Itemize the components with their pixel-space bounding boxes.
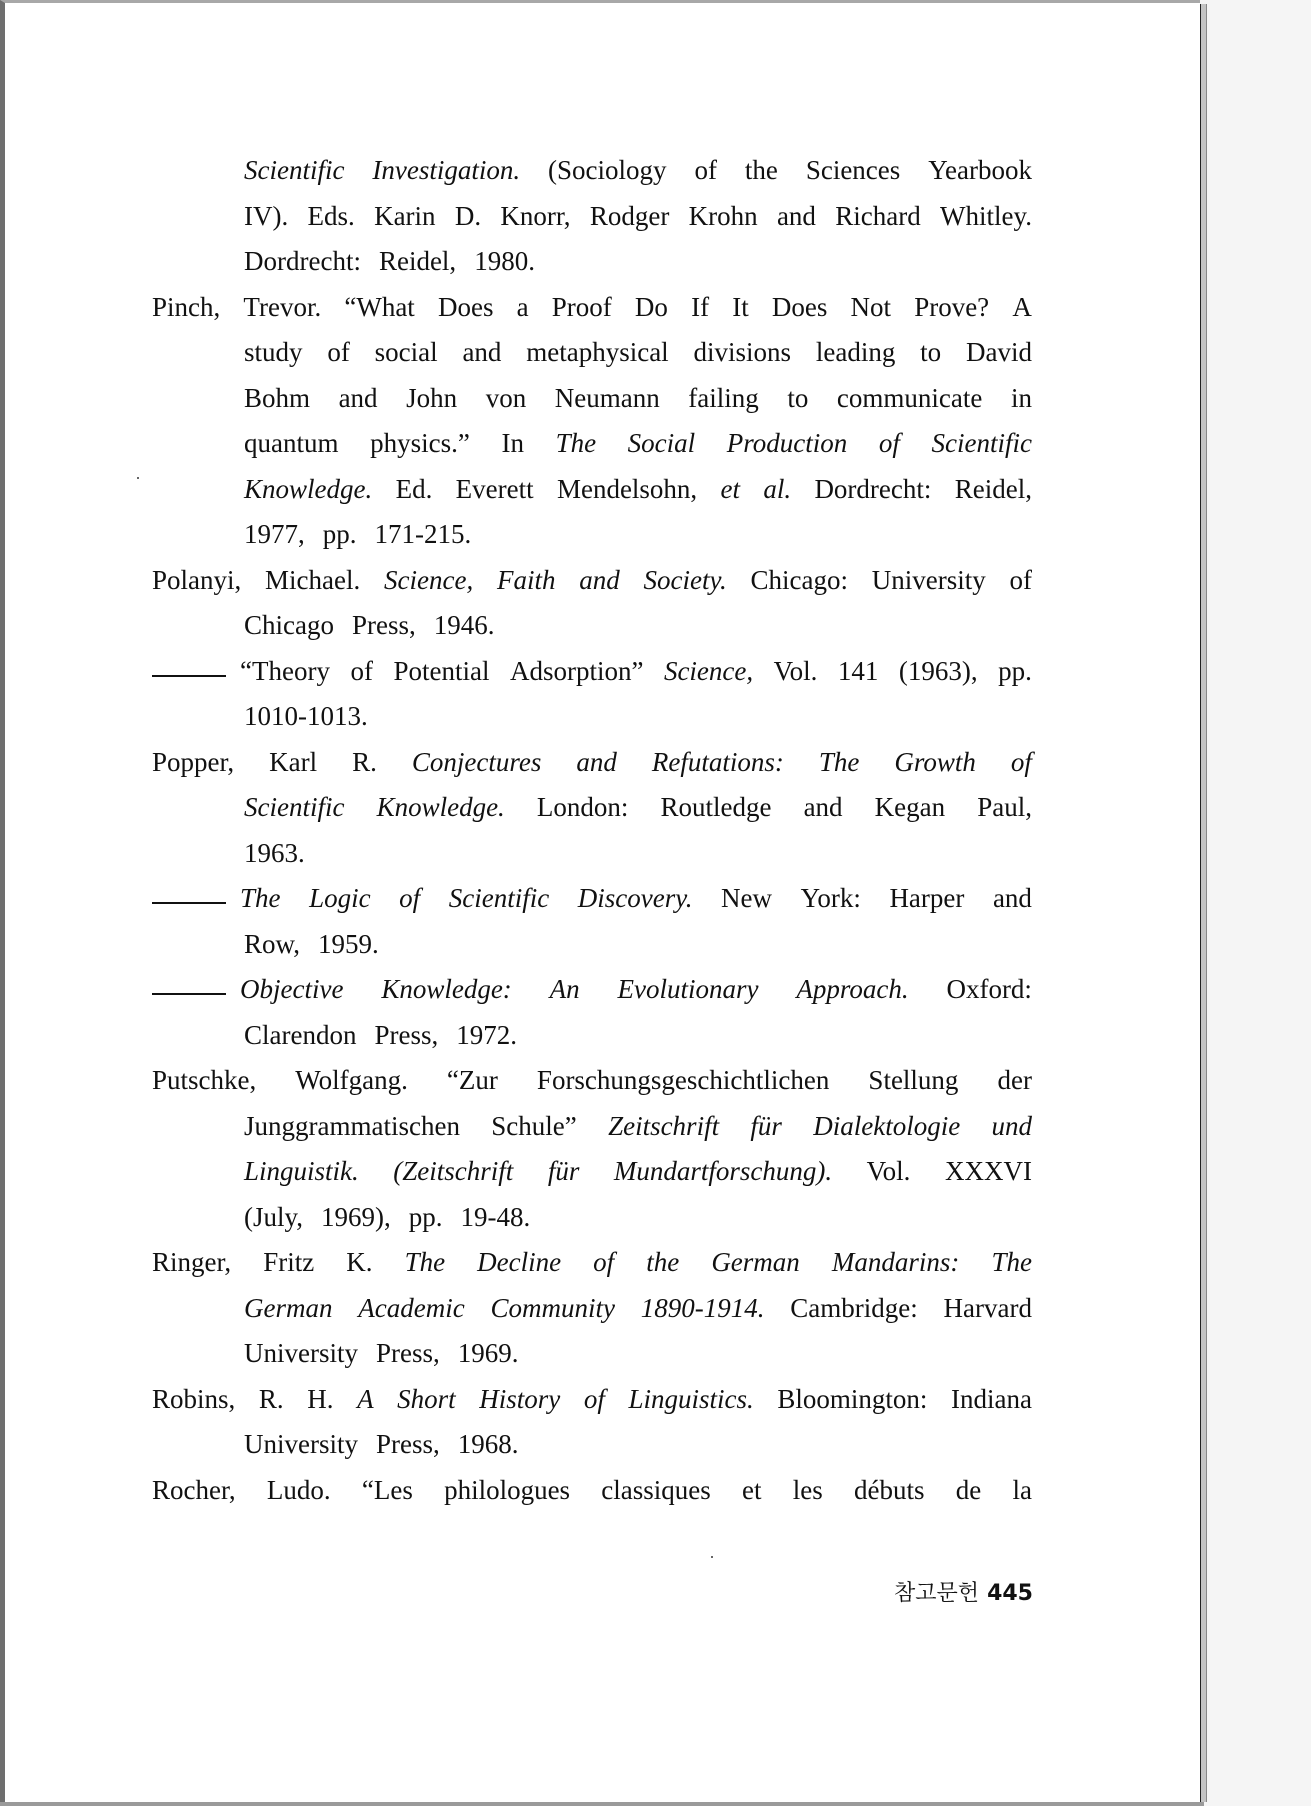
word: Fritz bbox=[263, 1247, 315, 1277]
word: quantum bbox=[244, 428, 339, 458]
word: of bbox=[1009, 564, 1032, 595]
word: 1946. bbox=[433, 610, 495, 640]
word: of bbox=[1010, 746, 1032, 777]
word: Reidel, bbox=[378, 246, 457, 276]
word: Approach. bbox=[796, 974, 909, 1004]
word: Bohm bbox=[244, 382, 311, 413]
word: “Zur bbox=[446, 1065, 498, 1095]
bibliography-line bbox=[152, 1331, 1032, 1377]
word: Putschke, bbox=[152, 1065, 257, 1095]
word: Science, bbox=[663, 655, 754, 686]
word: University bbox=[871, 564, 986, 595]
word: and bbox=[576, 746, 617, 777]
word: Linguistik. bbox=[244, 1156, 359, 1186]
word: to bbox=[920, 337, 942, 367]
word: Dialektologie bbox=[813, 1110, 961, 1141]
word: communicate bbox=[836, 382, 983, 413]
bibliography-line bbox=[152, 239, 1032, 285]
word: York: bbox=[800, 883, 861, 913]
word: Proof bbox=[551, 291, 612, 322]
bibliography-line bbox=[152, 922, 1032, 968]
bibliography-line bbox=[152, 194, 1032, 240]
word: Scientific bbox=[931, 428, 1032, 458]
word: of bbox=[878, 428, 900, 458]
bibliography-line bbox=[152, 649, 1032, 695]
word: in bbox=[1010, 382, 1032, 413]
word: leading bbox=[815, 337, 896, 367]
word: 1890-1914. bbox=[640, 1292, 765, 1323]
word: Prove? bbox=[914, 291, 990, 322]
word: H. bbox=[307, 1383, 334, 1414]
word: to bbox=[787, 382, 809, 413]
word: 171-215. bbox=[374, 519, 472, 549]
word: Rocher, bbox=[152, 1474, 236, 1505]
word: metaphysical bbox=[526, 337, 669, 367]
word: 1010-1013. bbox=[244, 701, 368, 731]
word: and bbox=[579, 564, 620, 595]
word: of bbox=[583, 1383, 605, 1414]
word: 141 bbox=[837, 655, 879, 686]
word: It bbox=[732, 291, 749, 322]
word: Eds. bbox=[307, 200, 355, 231]
bibliography-text bbox=[152, 148, 1032, 1513]
word: Production bbox=[726, 428, 848, 458]
word: (Zeitschrift bbox=[393, 1156, 514, 1186]
word: Objective bbox=[240, 974, 344, 1004]
word: Knorr, bbox=[500, 200, 571, 231]
word: Investigation. bbox=[372, 155, 521, 185]
page-number: 445 bbox=[987, 1581, 1033, 1606]
word: Schule” bbox=[491, 1110, 577, 1141]
word: (Sociology bbox=[548, 155, 667, 185]
word: Stellung bbox=[868, 1065, 959, 1095]
word: pp. bbox=[322, 519, 357, 549]
word: 19-48. bbox=[460, 1201, 531, 1232]
scan-speck bbox=[137, 477, 139, 479]
word: Mendelsohn, bbox=[556, 473, 698, 504]
word: physics.” bbox=[370, 428, 470, 458]
word: Row, bbox=[244, 928, 301, 959]
word: Karin bbox=[374, 200, 436, 231]
word: Krohn bbox=[688, 200, 758, 231]
word: Not bbox=[850, 291, 892, 322]
word: Growth bbox=[894, 746, 976, 777]
bibliography-line bbox=[152, 1286, 1032, 1332]
repeat-author-rule bbox=[152, 967, 226, 995]
bibliography-line bbox=[152, 467, 1032, 513]
word: Michael. bbox=[265, 564, 361, 595]
word: a bbox=[516, 291, 529, 322]
word: D. bbox=[454, 200, 482, 231]
word: and bbox=[462, 337, 502, 367]
word: Press, bbox=[376, 1429, 440, 1459]
word: of bbox=[593, 1247, 615, 1277]
word: The bbox=[818, 746, 860, 777]
word: Faith bbox=[496, 564, 556, 595]
word: Scientific bbox=[244, 155, 345, 185]
page-footer bbox=[893, 1576, 1033, 1607]
word: al. bbox=[763, 473, 792, 504]
word: Press, bbox=[351, 610, 416, 640]
word: “What bbox=[344, 291, 415, 322]
bibliography-line bbox=[152, 421, 1032, 467]
word: David bbox=[965, 337, 1032, 367]
bibliography-line bbox=[152, 1013, 1032, 1059]
word: Community bbox=[490, 1292, 615, 1323]
page-edge-shadow bbox=[1200, 4, 1207, 1802]
word: Karl bbox=[269, 746, 318, 777]
word: A bbox=[1012, 291, 1032, 322]
word: von bbox=[485, 382, 527, 413]
word: Harvard bbox=[943, 1292, 1032, 1323]
word: K. bbox=[346, 1247, 373, 1277]
page-bottom-edge bbox=[0, 1802, 1204, 1806]
word: und bbox=[991, 1110, 1032, 1141]
bibliography-line bbox=[152, 558, 1032, 604]
bibliography-line bbox=[152, 967, 1032, 1013]
word: der bbox=[997, 1065, 1032, 1095]
word: Discovery. bbox=[577, 883, 693, 913]
word: Everett bbox=[455, 473, 534, 504]
word: les bbox=[792, 1474, 823, 1505]
word: Robins, bbox=[152, 1383, 236, 1414]
word: New bbox=[721, 883, 773, 913]
word: Academic bbox=[358, 1292, 465, 1323]
word: Science, bbox=[384, 564, 474, 595]
word: 1959. bbox=[318, 928, 379, 959]
bibliography-line bbox=[152, 1240, 1032, 1286]
word: study bbox=[244, 337, 303, 367]
bibliography-line bbox=[152, 285, 1032, 331]
word: Ludo. bbox=[266, 1474, 331, 1505]
running-footer-title: 참고문헌 bbox=[894, 1581, 980, 1606]
word: Linguistics. bbox=[628, 1383, 754, 1414]
word: XXXVI bbox=[944, 1156, 1032, 1186]
word: Potential bbox=[393, 655, 490, 686]
word: Pinch, bbox=[152, 291, 221, 322]
word: Mundartforschung). bbox=[613, 1156, 833, 1186]
word: “Les bbox=[361, 1474, 413, 1505]
word: 1980. bbox=[474, 246, 535, 276]
word: 1963. bbox=[244, 837, 305, 868]
word: Harper bbox=[889, 883, 965, 913]
word: of bbox=[399, 883, 421, 913]
word: Rodger bbox=[589, 200, 670, 231]
word: Zeitschrift bbox=[608, 1110, 720, 1141]
word: The bbox=[555, 428, 597, 458]
word: Yearbook bbox=[928, 155, 1032, 185]
word: Reidel, bbox=[954, 473, 1032, 504]
word: Oxford: bbox=[946, 974, 1032, 1004]
word: Press, bbox=[374, 1019, 439, 1050]
word: Ed. bbox=[395, 473, 433, 504]
word: History bbox=[479, 1383, 561, 1414]
word: de bbox=[955, 1474, 982, 1505]
word: Conjectures bbox=[411, 746, 542, 777]
word: Richard bbox=[835, 200, 921, 231]
word: pp. bbox=[408, 1201, 443, 1232]
bibliography-line bbox=[152, 831, 1032, 877]
bibliography-line bbox=[152, 512, 1032, 558]
word: social bbox=[374, 337, 438, 367]
bibliography-line bbox=[152, 1468, 1032, 1514]
word: 1977, bbox=[244, 519, 305, 549]
word: Press, bbox=[376, 1338, 440, 1368]
word: Junggrammatischen bbox=[244, 1110, 460, 1141]
word: Decline bbox=[477, 1247, 562, 1277]
word: and bbox=[992, 883, 1032, 913]
bibliography-line bbox=[152, 1104, 1032, 1150]
word: Scientific bbox=[244, 792, 345, 822]
bibliography-line bbox=[152, 330, 1032, 376]
word: German bbox=[244, 1292, 333, 1323]
word: Paul, bbox=[977, 792, 1032, 822]
word: débuts bbox=[853, 1474, 925, 1505]
word: and bbox=[338, 382, 378, 413]
word: and bbox=[803, 792, 843, 822]
word: Knowledge: bbox=[381, 974, 512, 1004]
bibliography-line bbox=[152, 1377, 1032, 1423]
bibliography-line bbox=[152, 876, 1032, 922]
word: If bbox=[691, 291, 710, 322]
word: London: bbox=[536, 792, 629, 822]
word: Indiana bbox=[950, 1383, 1032, 1414]
word: the bbox=[646, 1247, 680, 1277]
bibliography-line bbox=[152, 1422, 1032, 1468]
word: Neumann bbox=[554, 382, 660, 413]
word: German bbox=[711, 1247, 800, 1277]
word: of bbox=[350, 655, 373, 686]
word: Vol. bbox=[773, 655, 818, 686]
word: Does bbox=[771, 291, 828, 322]
word: la bbox=[1012, 1474, 1032, 1505]
word: R. bbox=[352, 746, 377, 777]
word: pp. bbox=[998, 655, 1032, 686]
word: Trevor. bbox=[243, 291, 322, 322]
repeat-author-rule bbox=[152, 649, 226, 677]
word: Knowledge. bbox=[376, 792, 505, 822]
word: Social bbox=[627, 428, 696, 458]
word: Cambridge: bbox=[790, 1292, 918, 1323]
bibliography-line bbox=[152, 1195, 1032, 1241]
word: failing bbox=[688, 382, 759, 413]
word: John bbox=[406, 382, 458, 413]
word: 1969. bbox=[457, 1338, 519, 1368]
word: An bbox=[549, 974, 580, 1004]
bibliography-line bbox=[152, 785, 1032, 831]
word: Mandarins: bbox=[831, 1247, 960, 1277]
word: Whitley. bbox=[940, 200, 1032, 231]
word: Clarendon bbox=[244, 1019, 357, 1050]
word: Polanyi, bbox=[152, 564, 242, 595]
word: 1972. bbox=[456, 1019, 517, 1050]
word: classiques bbox=[601, 1474, 711, 1505]
word: The bbox=[404, 1247, 446, 1277]
bibliography-line bbox=[152, 1058, 1032, 1104]
bibliography-line bbox=[152, 376, 1032, 422]
word: Society. bbox=[643, 564, 727, 595]
word: R. bbox=[258, 1383, 284, 1414]
word: and bbox=[776, 200, 816, 231]
bibliography-line bbox=[152, 740, 1032, 786]
word: Wolfgang. bbox=[295, 1065, 408, 1095]
word: The bbox=[240, 883, 281, 913]
word: Evolutionary bbox=[617, 974, 759, 1004]
word: Short bbox=[397, 1383, 456, 1414]
word: Chicago: bbox=[750, 564, 848, 595]
word: Refutations: bbox=[651, 746, 784, 777]
word: of bbox=[327, 337, 350, 367]
word: philologues bbox=[444, 1474, 571, 1505]
repeat-author-rule bbox=[152, 876, 226, 904]
word: Routledge bbox=[660, 792, 772, 822]
word: Does bbox=[437, 291, 494, 322]
word: (1963), bbox=[898, 655, 978, 686]
word: et bbox=[742, 1474, 762, 1505]
word: Bloomington: bbox=[777, 1383, 928, 1414]
bibliography-line bbox=[152, 603, 1032, 649]
bibliography-line bbox=[152, 148, 1032, 194]
word: divisions bbox=[693, 337, 792, 367]
word: Dordrecht: bbox=[244, 246, 361, 276]
bibliography-line bbox=[152, 1149, 1032, 1195]
word: Dordrecht: bbox=[814, 473, 932, 504]
word: Logic bbox=[309, 883, 371, 913]
word: Sciences bbox=[805, 155, 901, 185]
word: In bbox=[501, 428, 524, 458]
word: 1969), bbox=[321, 1201, 391, 1232]
word: Vol. bbox=[866, 1156, 911, 1186]
word: Scientific bbox=[448, 883, 550, 913]
word: of bbox=[694, 155, 717, 185]
word: University bbox=[244, 1338, 358, 1368]
word: 1968. bbox=[457, 1429, 519, 1459]
word: Kegan bbox=[874, 792, 946, 822]
word: für bbox=[750, 1110, 782, 1141]
word: Adsorption” bbox=[509, 655, 644, 686]
word: The bbox=[991, 1247, 1032, 1277]
word: Forschungsgeschichtlichen bbox=[536, 1065, 830, 1095]
word: für bbox=[547, 1156, 580, 1186]
scan-speck bbox=[711, 1556, 713, 1558]
word: Chicago bbox=[244, 610, 334, 640]
word: et bbox=[720, 473, 741, 504]
word: “Theory bbox=[240, 655, 330, 686]
word: IV). bbox=[244, 200, 289, 231]
word: Popper, bbox=[152, 746, 235, 777]
word: A bbox=[357, 1383, 374, 1414]
word: (July, bbox=[244, 1201, 303, 1232]
word: University bbox=[244, 1429, 358, 1459]
word: Ringer, bbox=[152, 1247, 232, 1277]
word: Knowledge. bbox=[244, 473, 373, 504]
bibliography-line bbox=[152, 694, 1032, 740]
word: Do bbox=[634, 291, 668, 322]
word: the bbox=[744, 155, 778, 185]
